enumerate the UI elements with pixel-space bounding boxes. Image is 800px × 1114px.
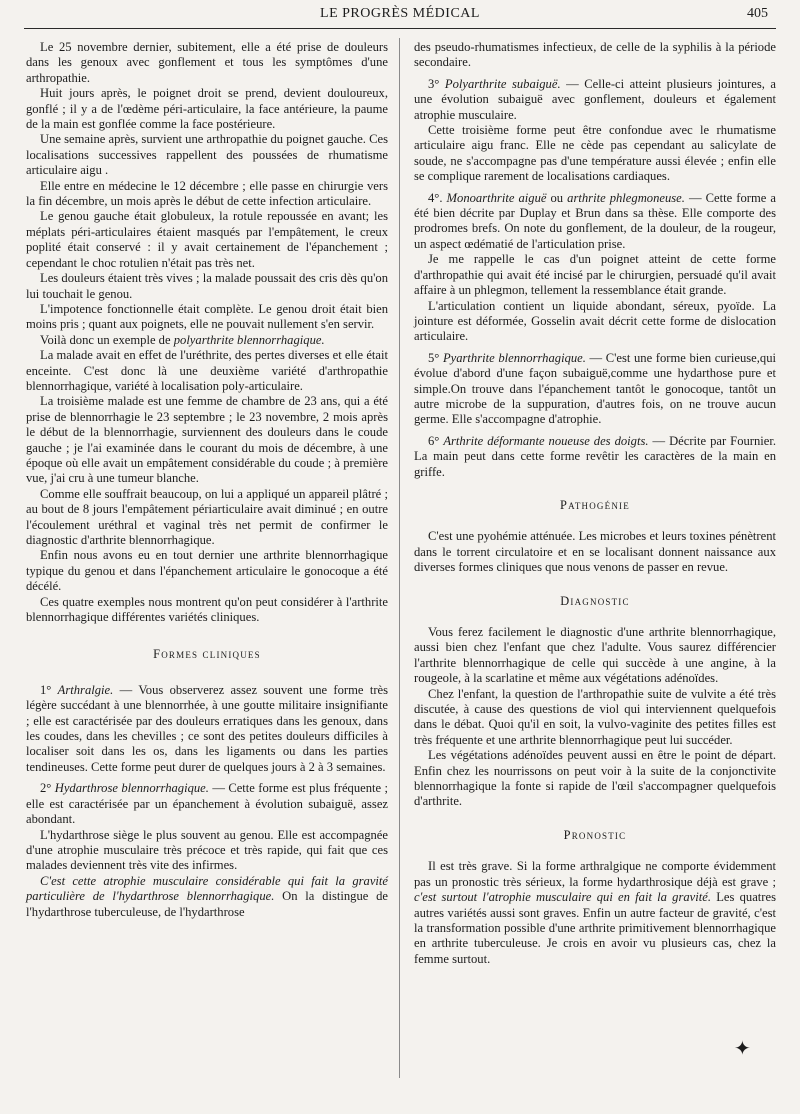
paragraph bbox=[414, 191, 776, 253]
right-column bbox=[414, 40, 776, 967]
section-heading-formes-cliniques: Formes cliniques bbox=[153, 647, 261, 662]
list-number: 2° bbox=[40, 781, 55, 796]
list-number: 6° bbox=[428, 433, 444, 448]
italic-term: Hydarthrose blennorrhagique. bbox=[54, 781, 209, 796]
italic-sentence: c'est surtout l'atrophie musculaire qui en fait la gravité. bbox=[414, 890, 711, 905]
paragraph bbox=[414, 351, 776, 428]
italic-term: Arthrite déformante noueuse des doigts. bbox=[443, 433, 649, 448]
paragraph: La troisième malade est une femme de chambre de 23 ans, qui a été prise de blennorrhagie le 23 septembre ; le 23 novembre, 2 mois après le début de la blennorrhagie, surviennent des douleurs dans le coude gauche ; je l'ai examinée dans le courant du mois de décembre, à une époque où elle avait un empâtement considérable du coude ; à première vue, j'ai cru à une tumeur blanche. bbox=[26, 394, 388, 486]
italic-term: arthrite phlegmoneuse. bbox=[567, 190, 685, 205]
journal-title: LE PROGRÈS MÉDICAL bbox=[320, 6, 480, 21]
paragraph bbox=[26, 781, 388, 827]
running-header bbox=[24, 6, 776, 29]
section-heading-pronostic: Pronostic bbox=[563, 827, 627, 842]
paragraph bbox=[414, 859, 776, 967]
paragraph-text: — Celle-ci atteint plusieurs jointures, a une évolution subaiguë avec gonflement, douleurs et également atrophie musculaire. bbox=[414, 76, 776, 122]
end-ornament-icon: ✦ bbox=[734, 1036, 751, 1060]
list-number: 3° bbox=[428, 76, 445, 91]
paragraph: La malade avait en effet de l'uréthrite, des pertes diverses et elle était enceinte. C'est donc là une deuxième variété d'arthropathie blennorrhagique, variété à localisation poly-articulaire. bbox=[26, 348, 388, 393]
paragraph-text: — C'est une forme bien curieuse,qui évolue d'abord d'une façon subaiguë,comme une hydarthose pure et simple.On trouve dans l'épanchement tantôt le gonocoque, tantôt un autre microbe de la suppuration, d'autres fois, on ne trouve aucun germe. Elle s'accompagne d'atrophie. bbox=[414, 350, 776, 427]
paragraph-text: Il est très grave. Si la forme arthralgique ne comporte évidemment pas un pronostic très sérieux, la forme hydarthrosique déjà est grave ; bbox=[414, 859, 776, 889]
paragraph bbox=[26, 333, 388, 348]
list-number: 1° bbox=[40, 682, 58, 697]
left-column bbox=[26, 40, 388, 920]
section-heading-pathogenie: Pathogénie bbox=[560, 497, 630, 512]
paragraph: Le 25 novembre dernier, subitement, elle a été prise de douleurs dans les genoux avec gonflement et tous les symptômes d'une arthropathie. bbox=[26, 40, 388, 85]
italic-term: Monoarthrite aiguë bbox=[446, 190, 547, 205]
paragraph: Enfin nous avons eu en tout dernier une arthrite blennorrhagique typique du genou et dans l'épanchement articulaire le gonocoque a été décélé. bbox=[26, 548, 388, 594]
italic-term: Pyarthrite blennorrhagique. bbox=[442, 350, 586, 365]
italic-sentence: C'est cette atrophie musculaire considérable qui fait la gravité particulière de l'hydarthrose blennorrhagique. bbox=[26, 873, 388, 904]
paragraph-text: Les quatres autres variétés aussi sont graves. Enfin un autre facteur de gravité, c'est la transformation possible d'une arthrite primitivement blennorrhagique en arthrite tuberculeuse. Je crois en avoir vu plusieurs cas, chez la femme surtout. bbox=[414, 890, 776, 966]
paragraph: Chez l'enfant, la question de l'arthropathie suite de vulvite a été très discutée, à cause des questions de viol qui interviennent quelquefois dans le débat. Quoi qu'il en soit, la vulvo-vaginite des petites filles est très fréquente et une arthrite blennorrhagique peut lui succéder. bbox=[414, 686, 776, 747]
paragraph: Huit jours après, le poignet droit se prend, devient douloureux, gonflé ; il y a de l'œdème péri-articulaire, la face antérieure, la paume de la main est gonflée comme la face postérieure. bbox=[26, 86, 388, 132]
paragraph: Les végétations adénoïdes peuvent aussi en être le point de départ. Enfin chez les nourrissons on peut voir à la suite de la conjonctivite blennorrhagique la fonte si rapide de l'œil s'accompagner quelquefois d'arthrite. bbox=[414, 748, 776, 809]
list-number: 5° bbox=[428, 350, 443, 365]
paragraph bbox=[414, 434, 776, 480]
paragraph: Vous ferez facilement le diagnostic d'une arthrite blennorrhagique, aussi bien chez l'enfant que chez l'adulte. Vous saurez différencier l'arthrite blennorrhagique de celle qui succède à une angine, à la rougeole, à la scarlatine et même aux végétations adénoïdes. bbox=[414, 625, 776, 686]
section-heading-diagnostic: Diagnostic bbox=[560, 593, 630, 608]
italic-term: Arthralgie. bbox=[57, 682, 114, 697]
paragraph-text: On la distingue de l'hydarthrose tuberculeuse, de l'hydarthrose bbox=[26, 889, 388, 919]
paragraph: des pseudo-rhumatismes infectieux, de celle de la syphilis à la période secondaire. bbox=[414, 40, 776, 70]
paragraph-text: — Cette forme a été bien décrite par Duplay et Brun dans sa thèse. Elle comporte des prodromes brefs. On note du gonflement, de la douleur, de la rougeur, un aspect œdématié de l'articulation prise. bbox=[414, 190, 776, 251]
paragraph-text: — Décrite par Fournier. La main peut dans cette forme revêtir les caractères de la main en griffe. bbox=[414, 433, 777, 479]
paragraph-text: — Cette forme est plus fréquente ; elle est caractérisée par un épanchement à évolution subaiguë, assez abondant. bbox=[26, 781, 389, 827]
paragraph: L'impotence fonctionnelle était complète. Le genou droit était bien moins pris ; quant aux poignets, elle ne pouvait nullement s'en servir. bbox=[26, 301, 388, 332]
paragraph: Je me rappelle le cas d'un poignet atteint de cette forme d'arthropathie qui avait été incisé par le chirurgien, persuadé qu'il avait affaire à un phlegmon, tellement la ressemblance était grande. bbox=[414, 252, 776, 298]
paragraph bbox=[414, 77, 776, 123]
paragraph bbox=[26, 874, 388, 920]
paragraph-text: ou bbox=[546, 190, 568, 205]
paragraph bbox=[26, 683, 388, 775]
paragraph: L'articulation contient un liquide abondant, séreux, pyoïde. La jointure est déformée, Gosselin avait décrit cette forme de dislocation articulaire. bbox=[414, 298, 776, 344]
italic-term: Polyarthrite subaiguë. bbox=[444, 76, 561, 91]
paragraph: Ces quatre exemples nous montrent qu'on peut considérer à l'arthrite blennorrhagique différentes variétés cliniques. bbox=[26, 594, 388, 625]
italic-term: polyarthrite blennorrhagique. bbox=[173, 332, 325, 347]
paragraph: Le genou gauche était globuleux, la rotule repoussée en avant; les méplats péri-articulaires étaient masqués par l'empâtement, le creux poplité était conservé : il y avait certainement de l'épanchement ; cependant le choc rotulien n'était pas très net. bbox=[26, 209, 388, 270]
paragraph: Les douleurs étaient très vives ; la malade poussait des cris dès qu'on lui touchait le genou. bbox=[26, 271, 388, 301]
list-number: 4°. bbox=[428, 190, 447, 205]
paragraph: L'hydarthrose siège le plus souvent au genou. Elle est accompagnée d'une atrophie musculaire très précoce et très rapide, qui fait que ces malades deviennent très vite des infirmes. bbox=[26, 827, 388, 873]
paragraph: C'est une pyohémie atténuée. Les microbes et leurs toxines pénètrent dans le torrent circulatoire et en se localisant donnent naissance aux diverses formes cliniques que nous venons de passer en revue. bbox=[414, 529, 776, 575]
page-number: 405 bbox=[747, 6, 768, 21]
paragraph-text: — Vous observerez assez souvent une forme très légère succédant à une blennorrhée, à une goutte militaire insignifiante ; elle est caractérisée par des douleurs erratiques dans les genoux, dans les coudes, dans les chevilles ; ce sont des petites douleurs difficiles à localiser soit dans les os, dans les ligaments ou dans les parties tendineuses. Cette forme peut durer de quelques jours à 2 à 3 semaines. bbox=[26, 682, 388, 774]
paragraph-text: Voilà donc un exemple de bbox=[40, 332, 174, 347]
paragraph: Une semaine après, survient une arthropathie du poignet gauche. Ces localisations successives rappellent des poussées de rhumatisme articulaire aigu . bbox=[26, 132, 388, 178]
column-divider bbox=[399, 38, 400, 1078]
paragraph: Cette troisième forme peut être confondue avec le rhumatisme articulaire aigu franc. Elle ne cède pas cependant au salicylate de soude, ne s'accompagne pas d'une température aussi élevée ; enfin elle se complique rarement de localisations cardiaques. bbox=[414, 123, 776, 184]
paragraph: Elle entre en médecine le 12 décembre ; elle passe en chirurgie vers la fin décembre, un mois après le début de cette infection articulaire. bbox=[26, 178, 388, 209]
paragraph: Comme elle souffrait beaucoup, on lui a appliqué un appareil plâtré ; au bout de 8 jours l'empâtement périarticulaire avait diminué ; en outre l'écoulement uréthral et vaginal très net permit de confirmer le diagnostic d'arthrite blennorrhagique. bbox=[26, 486, 388, 547]
